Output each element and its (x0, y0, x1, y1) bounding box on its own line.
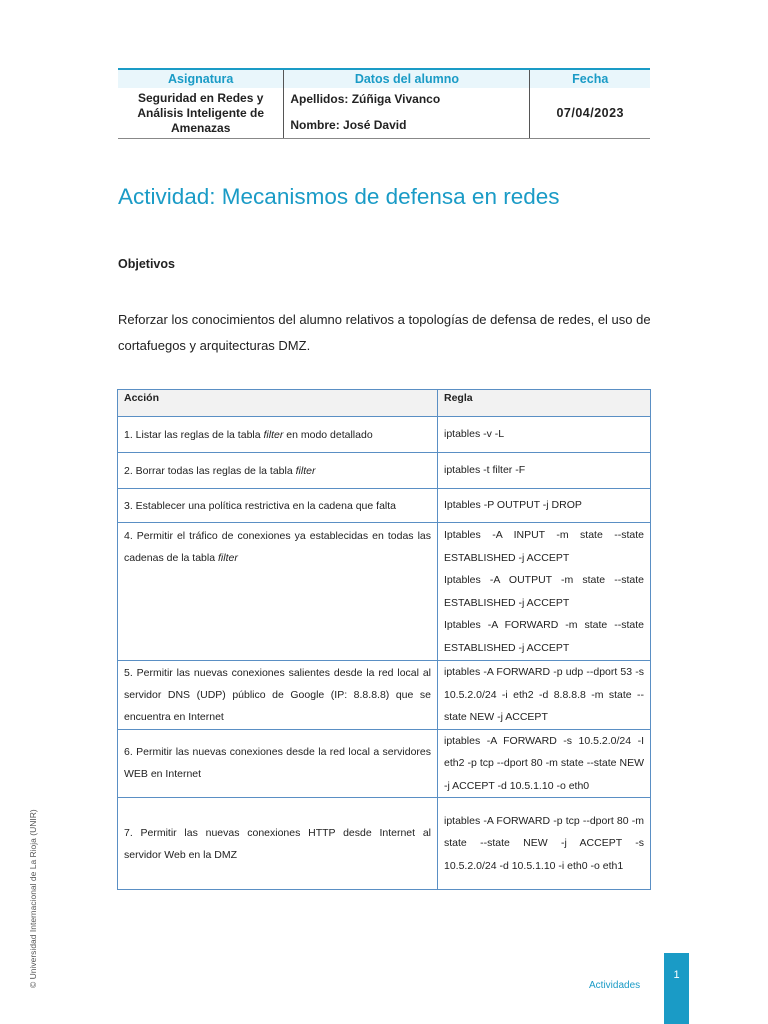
table-row (118, 417, 651, 453)
action-column-header: Acción (118, 390, 438, 417)
page-number: 1 (673, 969, 680, 981)
submission-date: 07/04/2023 (529, 88, 650, 138)
table-row (118, 798, 651, 890)
footer-section-label: Actividades (589, 980, 641, 991)
action-cell: 2. Borrar todas las reglas de la tabla filter (118, 453, 438, 489)
rule-line: Iptables -A INPUT -m state --state ESTABLISHED -j ACCEPT (444, 529, 644, 564)
table-row (118, 729, 651, 798)
action-cell: 5. Permitir las nuevas conexiones salientes desde la red local al servidor DNS (UDP) público de Google (IP: 8.8.8.8) que se encuentra en Internet (118, 661, 438, 730)
action-cell: 4. Permitir el tráfico de conexiones ya establecidas en todas las cadenas de la tabla filter (118, 523, 438, 661)
copyright-note: © Universidad Internacional de La Rioja (UNIR) (28, 809, 38, 988)
rule-cell: iptables -v -L (438, 417, 651, 453)
table-row (118, 661, 651, 730)
header-date-label: Fecha (529, 70, 650, 88)
subject-name: Seguridad en Redes y Análisis Inteligente de Amenazas (137, 91, 265, 135)
student-surnames: Apellidos: Zúñiga Vivanco (290, 92, 441, 106)
objectives-text: Reforzar los conocimientos del alumno relativos a topologías de defensa de redes, el uso de cortafuegos y arquitecturas DMZ. (118, 312, 651, 353)
rule-cell (438, 523, 651, 661)
rule-cell: iptables -A FORWARD -p udp --dport 53 -s 10.5.2.0/24 -i eth2 -d 8.8.8.8 -m state --state NEW -j ACCEPT (438, 661, 651, 730)
rule-column-header: Regla (438, 390, 651, 417)
page-title: Actividad: Mecanismos de defensa en redes (118, 184, 560, 209)
student-name: Nombre: José David (290, 118, 407, 132)
action-cell: 6. Permitir las nuevas conexiones desde la red local a servidores WEB en Internet (118, 729, 438, 798)
header-values-row (118, 88, 650, 139)
header-table (118, 68, 650, 139)
table-row (118, 489, 651, 523)
table-row (118, 523, 651, 661)
action-cell: 1. Listar las reglas de la tabla filter en modo detallado (118, 417, 438, 453)
objectives-heading: Objetivos (118, 257, 175, 271)
rule-cell: Iptables -P OUTPUT -j DROP (438, 489, 651, 523)
header-student-label: Datos del alumno (283, 70, 529, 88)
table-header-row (118, 390, 651, 417)
rules-table (117, 389, 651, 890)
student-data (283, 88, 529, 138)
table-row (118, 453, 651, 489)
rule-line: Iptables -A OUTPUT -m state --state ESTABLISHED -j ACCEPT (444, 574, 644, 609)
header-subject-label: Asignatura (168, 72, 234, 86)
action-cell: 3. Establecer una política restrictiva en la cadena que falta (118, 489, 438, 523)
action-cell: 7. Permitir las nuevas conexiones HTTP desde Internet al servidor Web en la DMZ (118, 798, 438, 890)
rule-line: Iptables -A FORWARD -m state --state ESTABLISHED -j ACCEPT (444, 619, 644, 654)
header-labels-row (118, 70, 650, 88)
page-number-tab (664, 953, 689, 1024)
rule-cell: iptables -t filter -F (438, 453, 651, 489)
rule-cell: iptables -A FORWARD -s 10.5.2.0/24 -I eth2 -p tcp --dport 80 -m state --state NEW -j ACCEPT -d 10.5.1.10 -o eth0 (438, 729, 651, 798)
rule-cell: iptables -A FORWARD -p tcp --dport 80 -m state --state NEW -j ACCEPT -s 10.5.2.0/24 -d 10.5.1.10 -i eth0 -o eth1 (438, 798, 651, 890)
